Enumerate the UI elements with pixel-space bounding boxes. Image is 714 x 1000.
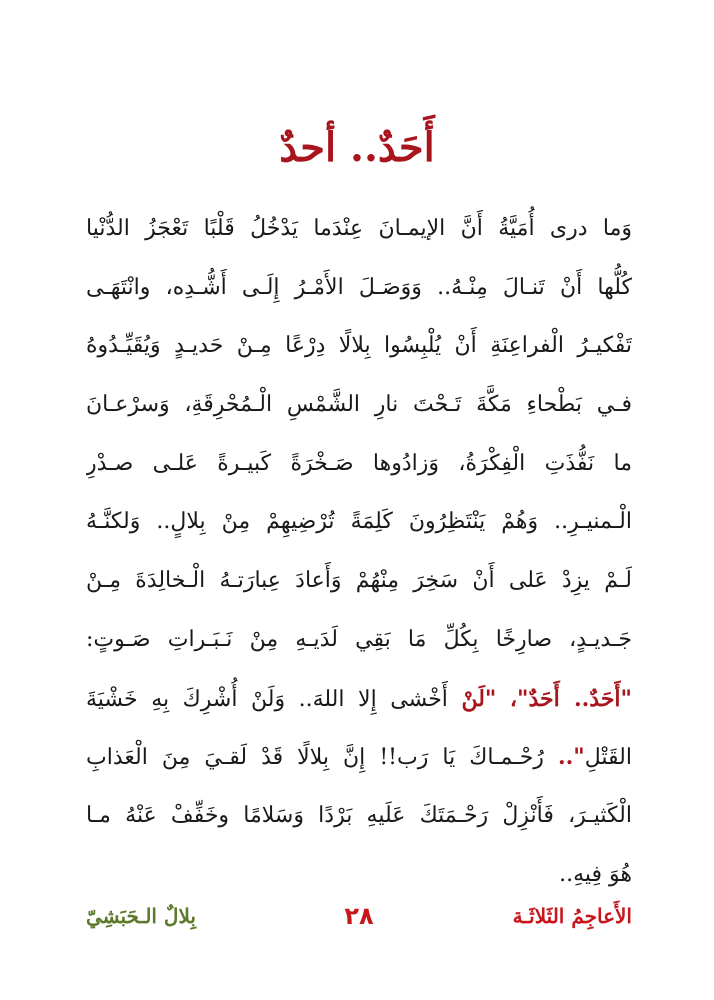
text-line-6: الْـمنيـرِ.. وَهُمْ يَنْتَظِرُونَ كَلِمَةً تُرْضِيهِمْ مِنْ بِلالٍ.. وَلكنَّـهُ <box>86 509 632 535</box>
text-line-10 <box>86 728 632 787</box>
quote-close: ".. <box>557 744 585 771</box>
page-title: أَحَدٌ.. أحدٌ <box>279 124 435 171</box>
page-number: ٢٨ <box>344 902 374 930</box>
footer-chapter: بِلالٌ الـحَبَشِيّ <box>86 904 196 928</box>
page-footer <box>86 898 632 938</box>
text-line-9 <box>86 670 632 729</box>
text-line-8: جَـديـدٍ، صارِخًا بِكُلِّ مَا بَقِي لَدَيـهِ مِنْ نَـبَـراتِ صَـوتٍ: <box>86 626 632 652</box>
text-line-5: ما نَفُّذَتِ الْفِكْرَةُ، وَزادُوها صَـخْرَةً كَبيـرةً عَلـى صـدْرِ <box>86 450 632 476</box>
text-line-3: تَفْكيـرُ الْفراعِنَةِ أَنْ يُلْبِسُوا بِلالًا دِرْعًا مِـنْ حَديـدٍ وَيُقَيِّـدُوهُ <box>86 333 632 359</box>
text-line-11: الْكَثيـرَ، فَأَنْزِلْ رَحْـمَتَكَ عَلَيهِ بَرْدًا وَسَلامًا وخَفِّفْ عَنْهُ مـا <box>86 802 632 828</box>
quote-lan-open: "لَنْ <box>461 685 497 712</box>
text-line-10-start: القَتْلِ <box>584 745 632 771</box>
body-text <box>86 200 632 904</box>
quote-ahad: "أَحَدٌ.. أَحَدٌ"، <box>509 685 632 712</box>
text-line-1: وَما درى أُمَيَّةُ أَنَّ الإيمـانَ عِنْدَما يَدْخُلُ قَلْبًا تَعْجَزُ الدُّنْيا <box>86 216 632 241</box>
text-line-12: هُوَ فِيهِ.. <box>559 861 632 887</box>
footer-book-title: الأَعاجِمُ الثَلاثَـة <box>512 904 632 928</box>
text-line-10-rest: رُحْـمـاكَ يَا رَب!! إِنَّ بِلالًا قَدْ لَقـيَ مِنَ الْعَذابِ <box>86 745 558 771</box>
text-line-7: لَـمْ يزِدْ عَلى أَنْ سَخِرَ مِنْهُمْ وَأَعادَ عِبارَتـهُ الْـخالِدَةَ مِـنْ <box>86 568 632 594</box>
text-line-9-rest: أَخْشى إِلا اللهَ.. وَلَنْ أُشْرِكَ بِهِ خَشْيَةَ <box>86 686 462 712</box>
text-line-2: كُلُّها أَنْ تَنـالَ مِنْـهُ.. وَوَصَـلَ الأَمْـرُ إِلَـى أَشُّـدِه، وانْتَهَـى <box>86 274 632 300</box>
text-line-4: فـي بَطْحاءِ مَكَّةَ تَـحْتَ نارِ الشَّمْسِ الْـمُحْرِقَةِ، وَسرْعـانَ <box>86 392 632 418</box>
